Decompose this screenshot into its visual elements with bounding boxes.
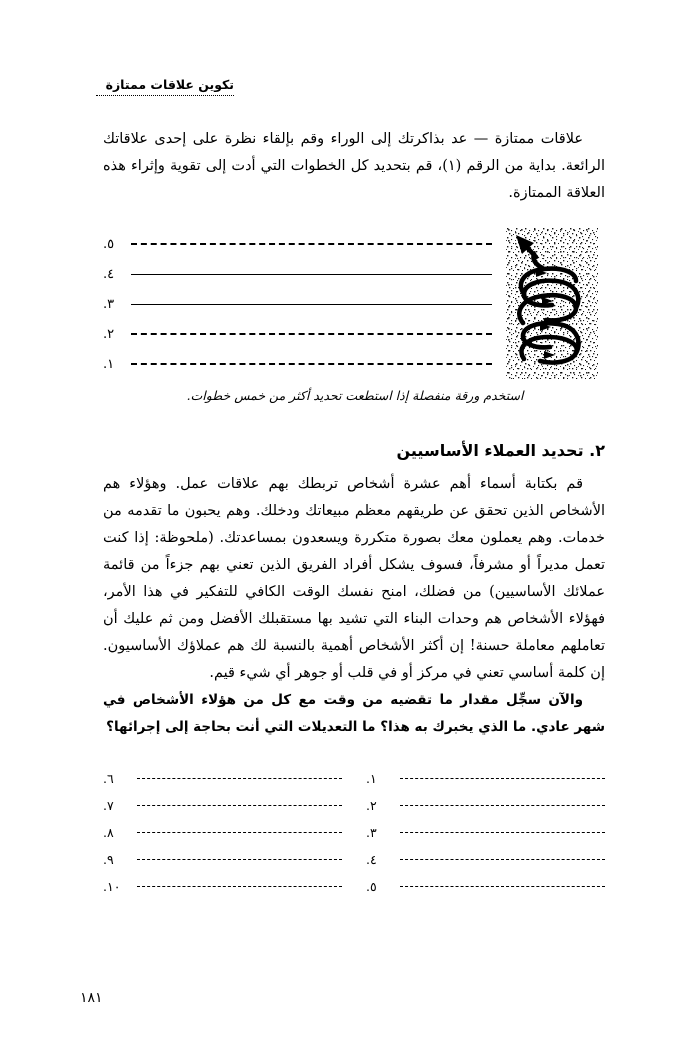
write-in-line[interactable] <box>131 243 492 245</box>
row-number: ٤. <box>103 266 115 282</box>
answer-row[interactable] <box>366 765 605 792</box>
write-in-line[interactable] <box>137 859 342 860</box>
answer-row[interactable] <box>103 819 342 846</box>
answer-column-right <box>366 765 605 900</box>
row-number: ٨. <box>103 825 114 840</box>
running-header <box>95 76 234 96</box>
running-header-rule <box>96 95 234 96</box>
answer-grid <box>103 765 605 900</box>
write-in-line[interactable] <box>400 859 605 860</box>
row-number: ٩. <box>103 852 114 867</box>
write-in-line[interactable] <box>400 832 605 833</box>
row-number: ٤. <box>366 852 377 867</box>
write-in-line[interactable] <box>131 304 492 305</box>
section-two-bold-paragraph: والآن سجِّل مقدار ما تقضيه من وقت مع كل من هؤلاء الأشخاص في شهر عادي. ما الذي يخبرك به هذا؟ ما التعديلات التي أنت بحاجة إلى إجرائها؟ <box>103 692 605 735</box>
write-in-line[interactable] <box>137 805 342 806</box>
row-number: ٣. <box>103 296 115 312</box>
exercise-one <box>103 227 605 379</box>
answer-row[interactable] <box>103 765 342 792</box>
row-number: ١. <box>103 356 115 372</box>
row-number: ٥. <box>103 236 115 252</box>
write-in-line[interactable] <box>131 363 492 365</box>
row-number: ١٠. <box>103 879 121 894</box>
row-number: ١. <box>366 771 377 786</box>
exercise-one-row[interactable] <box>103 259 492 289</box>
row-number: ٣. <box>366 825 377 840</box>
exercise-one-row[interactable] <box>103 319 492 349</box>
write-in-line[interactable] <box>400 805 605 806</box>
answer-row[interactable] <box>103 792 342 819</box>
exercise-one-row[interactable] <box>103 349 492 379</box>
write-in-line[interactable] <box>400 886 605 887</box>
section-two-paragraph: قم بكتابة أسماء أهم عشرة أشخاص تربطك بهم علاقات عمل. وهؤلاء هم الأشخاص الذين تحقق عن طريقهم معظم مبيعاتك ودخلك. وهم يحبون ما تقدمه من خدمات. وهم يعملون معك بصورة متكررة ويسعدون بمساعدتك. (ملحوظة: إذا كنت تعمل مديراً أو مشرفاً، فسوف يشكل أفراد الفريق الذين تعني بهم جزءاً من قائمة عملائك الأساسيين) من فضلك، امنح نفسك الوقت الكافي للتفكير في هذا الأمر، فهؤلاء الأشخاص هم وحدات البناء التي تشيد بها مستقبلك الأفضل ومن ثم عليك أن تعاملهم معاملة حسنة! إن أكثر الأشخاص أهمية بالنسبة لك هم عملاؤك الأساسيون. إن كلمة أساسي تعني في مركز أو في قلب أو جوهر أي شيء قيم. <box>103 476 605 681</box>
exercise-one-caption: استخدم ورقة منفصلة إذا استطعت تحديد أكثر من خمس خطوات. <box>186 388 524 403</box>
intro-paragraph: علاقات ممتازة — عد بذاكرتك إلى الوراء وقم بإلقاء نظرة على إحدى علاقاتك الرائعة. بداية من الرقم (١)، قم بتحديد كل الخطوات التي أدت إلى تقوية وإثراء هذه العلاقة الممتازة. <box>103 131 605 201</box>
row-number: ٧. <box>103 798 114 813</box>
exercise-one-row[interactable] <box>103 289 492 319</box>
row-number: ٢. <box>366 798 377 813</box>
row-number: ٥. <box>366 879 377 894</box>
exercise-one-row[interactable] <box>103 229 492 259</box>
section-two-heading: ٢. تحديد العملاء الأساسيين <box>396 441 605 460</box>
write-in-line[interactable] <box>137 778 342 779</box>
answer-row[interactable] <box>103 873 342 900</box>
answer-row[interactable] <box>103 846 342 873</box>
answer-row[interactable] <box>366 873 605 900</box>
exercise-one-rule-list <box>103 229 492 379</box>
write-in-line[interactable] <box>400 778 605 779</box>
answer-column-left <box>103 765 342 900</box>
answer-row[interactable] <box>366 792 605 819</box>
ascending-spiral-icon <box>506 227 598 379</box>
answer-row[interactable] <box>366 846 605 873</box>
row-number: ٦. <box>103 771 114 786</box>
row-number: ٢. <box>103 326 115 342</box>
write-in-line[interactable] <box>131 274 492 275</box>
write-in-line[interactable] <box>131 333 492 335</box>
answer-row[interactable] <box>366 819 605 846</box>
write-in-line[interactable] <box>137 886 342 887</box>
page-number: ١٨١ <box>80 990 103 1006</box>
write-in-line[interactable] <box>137 832 342 833</box>
running-header-title: تكوين علاقات ممتازة <box>105 77 234 92</box>
page-content <box>103 126 605 900</box>
